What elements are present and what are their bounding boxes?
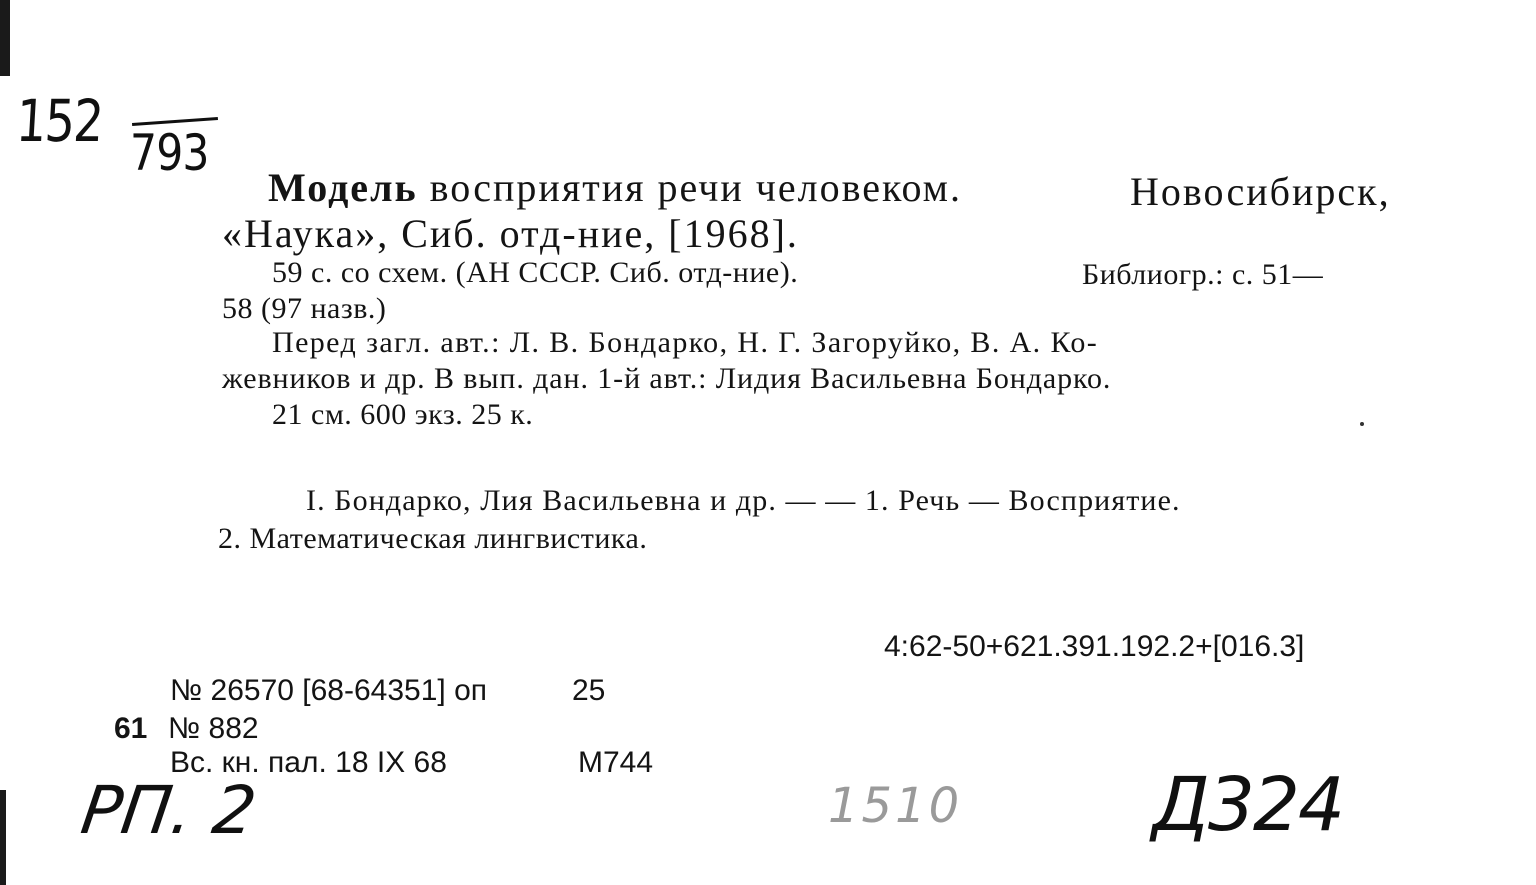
edge-mark-bottom — [0, 790, 6, 885]
handwritten-inventory-code: Д324 — [1152, 762, 1344, 848]
subject-line-1: I. Бондарко, Лия Васильевна и др. — — 1. Речь — Восприятие. — [306, 484, 1181, 517]
handwritten-top-number: 152 — [14, 87, 105, 155]
handwritten-top-number-sub: 793 — [130, 124, 209, 182]
title-bold: Модель — [268, 165, 418, 210]
subject-line-2: 2. Математическая лингвистика. — [218, 522, 648, 555]
authors-line-2: жевников и др. В вып. дан. 1-й авт.: Лидия Васильевна Бондарко. — [222, 362, 1112, 395]
authors-line-1: Перед загл. авт.: Л. В. Бондарко, Н. Г. Загоруйко, В. А. Ко- — [272, 326, 1099, 359]
handwritten-faint-number: 1510 — [828, 778, 963, 834]
card-prefix: 61 — [114, 712, 148, 745]
classification-index: 4:62-50+621.391.192.2+[016.3] — [884, 630, 1305, 663]
bibliography-note: Библиогр.: с. 51— — [1082, 258, 1324, 291]
size-line: 21 см. 600 экз. 25 к. — [272, 398, 534, 431]
handwritten-shelf-mark: РП. 2 — [76, 772, 261, 849]
book-chamber-line: Вс. кн. пал. 18 IX 68 — [170, 746, 447, 779]
ink-dot — [1360, 422, 1364, 426]
bibliography-note-cont: 58 (97 назв.) — [222, 292, 387, 325]
order-count: 25 — [572, 674, 606, 707]
publisher-line: «Наука», Сиб. отд-ние, [1968]. — [222, 211, 799, 256]
order-number-line: № 26570 [68-64351] оп — [170, 674, 487, 707]
extent-line: 59 с. со схем. (АН СССР. Сиб. отд-ние). — [272, 256, 799, 289]
place-of-publication: Новосибирск, — [1130, 169, 1391, 214]
card-number: № 882 — [168, 712, 259, 745]
title-line — [268, 165, 962, 210]
edge-mark-top — [0, 0, 10, 76]
title-rest: восприятия речи человеком. — [429, 165, 962, 210]
printer-code: М744 — [578, 746, 654, 779]
